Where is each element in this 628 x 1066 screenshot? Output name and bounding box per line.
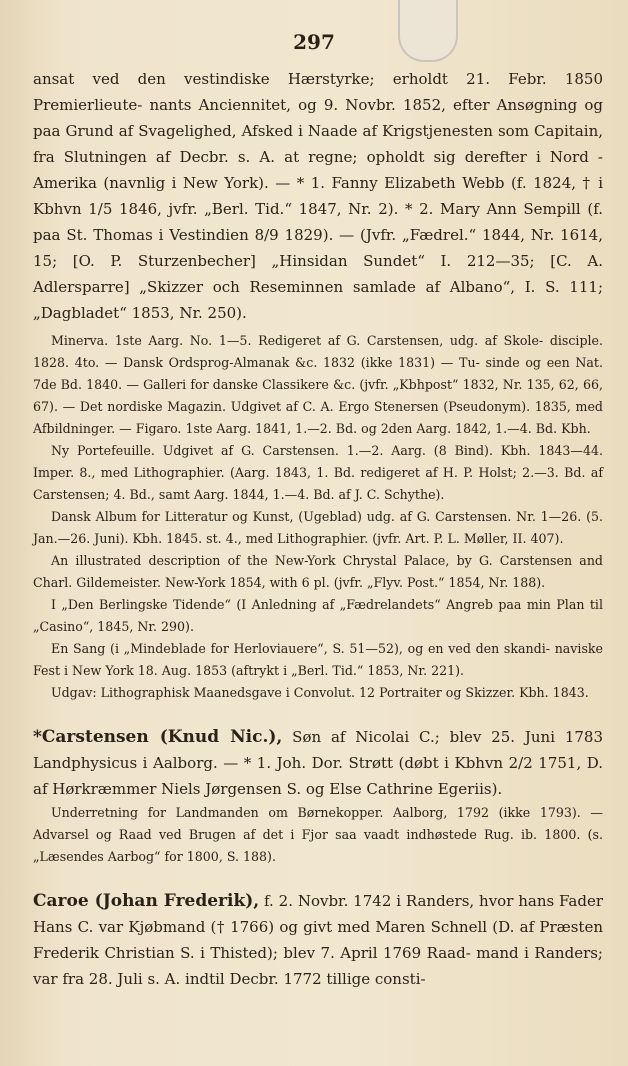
entry-caroe-johan xyxy=(33,888,603,992)
entry-body-caroe: f. 2. Novbr. 1742 i Randers, hvor hans Fader Hans C. var Kjøbmand († 1766) og givt med Maren Schnell (D. af Præsten Frederik Christian S. i Thisted); blev 7. April 1769 Raad- mand i Randers; var fra 28. Juli s. A. indtil Decbr. 1772 tillige consti- xyxy=(33,892,603,988)
entry-body-carstensen: Søn af Nicolai C.; blev 25. Juni 1783 Landphysicus i Aalborg. — * 1. Joh. Dor. Strøtt (døbt i Kbhvn 2/2 1751, D. af Hørkræmmer Niels Jørgensen S. og Else Cathrine Egeriis). xyxy=(33,728,603,798)
paragraph-biography-continued: ansat ved den vestindiske Hærstyrke; erholdt 21. Febr. 1850 Premierlieute- nants Anciennitet, og 9. Novbr. 1852, efter Ansøgning og paa Grund af Svagelighed, Afsked i Naade af Krigstjenesten som Capitain, fra Slutningen af Decbr. s. A. at regne; opholdt sig derefter i Nord - Amerika (navnlig i New York). — * 1. Fanny Elizabeth Webb (f. 1824, † i Kbhvn 1/5 1846, jvfr. „Berl. Tid.“ 1847, Nr. 2). * 2. Mary Ann Sempill (f. paa St. Thomas i Vestindien 8/9 1829). — (Jvfr. „Fædrel.“ 1844, Nr. 1614, 15; [O. P. Sturzenbecher] „Hinsidan Sundet“ I. 212—35; [C. A. Adlersparre] „Skizzer och Reseminnen samlade af Albano“, I. S. 111; „Dagbladet“ 1853, Nr. 250). xyxy=(33,70,603,322)
entry-heading-caroe: Caroe (Johan Frederik), xyxy=(33,891,260,911)
entry-heading-carstensen: *Carstensen (Knud Nic.), xyxy=(33,727,283,747)
entry-carstensen-knud xyxy=(33,724,603,802)
paragraph-underretning: Underretning for Landmanden om Børnekopper. Aalborg, 1792 (ikke 1793). — Advarsel og Raad ved Brugen af det i Fjor saa vaadt indhøstede Rug. ib. 1800. (s. „Læsendes Aarbog“ for 1800, S. 188). xyxy=(33,805,603,864)
paragraph-ny-portefeuille: Ny Portefeuille. Udgivet af G. Carstensen. 1.—2. Aarg. (8 Bind). Kbh. 1843—44. Imper. 8., med Lithographier. (Aarg. 1843, 1. Bd. redigeret af H. P. Holst; 2.—3. Bd. af Carstensen; 4. Bd., samt Aarg. 1844, 1.—4. Bd. af J. C. Schythe). xyxy=(33,443,603,502)
page-number: 297 xyxy=(293,30,335,54)
paragraph-publications-minerva: Minerva. 1ste Aarg. No. 1—5. Redigeret af G. Carstensen, udg. af Skole- disciple. 1828. 4to. — Dansk Ordsprog-Almanak &c. 1832 (ikke 1831) — Tu- sinde og een Nat. 7de Bd. 1840. — Galleri for danske Classikere &c. (jvfr. „Kbhpost“ 1832, Nr. 135, 62, 66, 67). — Det nordiske Magazin. Udgivet af C. A. Ergo Stenersen (Pseudonym). 1835, med Afbildninger. — Figaro. 1ste Aarg. 1841, 1.—2. Bd. og 2den Aarg. 1842, 1.—4. Bd. Kbh. xyxy=(33,333,603,436)
paragraph-udgav: Udgav: Lithographisk Maanedsgave i Convolut. 12 Portraiter og Skizzer. Kbh. 1843. xyxy=(51,685,589,700)
page-text xyxy=(33,66,603,992)
paragraph-dansk-album: Dansk Album for Litteratur og Kunst, (Ugeblad) udg. af G. Carstensen. Nr. 1—26. (5. Jan.—26. Juni). Kbh. 1845. st. 4., med Lithographier. (jvfr. Art. P. L. Møller, II. 407). xyxy=(33,509,603,546)
paragraph-en-sang: En Sang (i „Mindeblade for Herloviauere“, S. 51—52), og en ved den skandi- naviske Fest i New York 18. Aug. 1853 (aftrykt i „Berl. Tid.“ 1853, Nr. 221). xyxy=(33,641,603,678)
paragraph-berlingske-tidende: I „Den Berlingske Tidende“ (I Anledning af „Fædrelandets“ Angreb paa min Plan til „Casino“, 1845, Nr. 290). xyxy=(33,597,603,634)
paragraph-illustrated-description: An illustrated description of the New-York Chrystal Palace, by G. Carstensen and Charl. Gildemeister. New-York 1854, with 6 pl. (jvfr. „Flyv. Post.“ 1854, Nr. 188). xyxy=(33,553,603,590)
